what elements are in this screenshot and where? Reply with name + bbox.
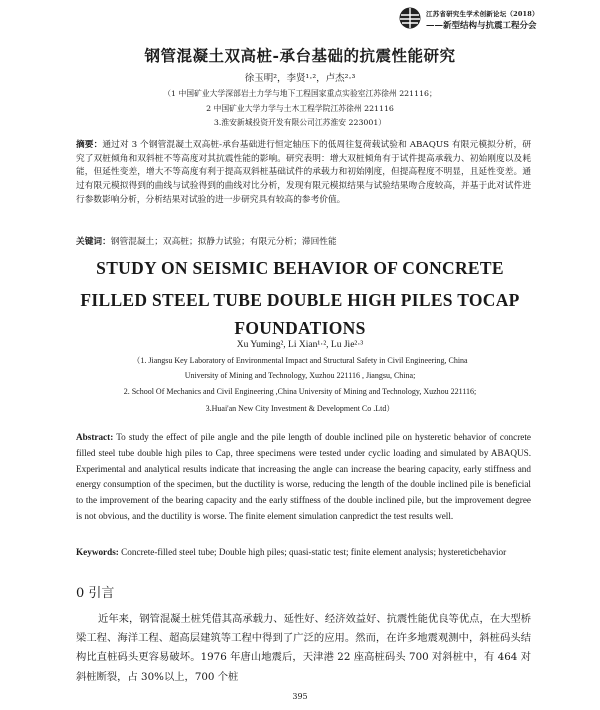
conference-name: 江苏省研究生学术创新论坛（2018） xyxy=(426,10,539,18)
affiliation-cn-1: （1 中国矿业大学深部岩土力学与地下工程国家重点实验室江苏徐州 221116； xyxy=(163,89,437,98)
keywords-cn xyxy=(76,235,531,247)
affiliation-en-4: 3.Huai'an New City Investment & Development Co .Ltd） xyxy=(205,404,395,413)
keywords-en xyxy=(76,545,531,561)
affiliation-cn-3: 3.淮安新城投资开发有限公司江苏淮安 223001） xyxy=(213,118,387,127)
keywords-cn-label: 关键词： xyxy=(76,237,111,247)
keywords-en-label: Keywords: xyxy=(76,547,119,557)
abstract-en-label: Abstract: xyxy=(76,432,114,442)
affiliation-cn-2: 2 中国矿业大学力学与土木工程学院江苏徐州 221116 xyxy=(206,104,394,113)
conference-subtitle: ——新型结构与抗震工程分会 xyxy=(426,21,537,31)
paper-title-en-line-2: FILLED STEEL TUBE DOUBLE HIGH PILES TOCAP xyxy=(80,290,520,310)
page-number: 395 xyxy=(292,692,308,701)
abstract-cn xyxy=(76,139,531,208)
affiliation-en-2: University of Mining and Technology, Xuzhou 221116 , Jiangsu, China; xyxy=(184,371,416,380)
abstract-cn-text: 通过对 3 个钢管混凝土双高桩-承台基础进行恒定轴压下的低周往复荷载试验和 ABAQUS 有限元模拟分析，研究了双桩倾角和双斜桩不等高度对其抗震性能的影响。研究表明：增大双桩倾角有于试件提高承载力、初始刚度以及耗能，但延性变差，增大不等高度有利于提高双斜桩基础试件的承载力和初始刚度，但提高程度不明显，且延性变差。通过有限元模拟得到的曲线与试验得到的曲线对比分析，发现有限元模拟结果与试验结果吻合度较高，并基于此对试件进行参数影响分析，分析结果对试验的进一步研究具有较高的参考价值。 xyxy=(76,140,532,205)
paper-title-en-line-3: FOUNDATIONS xyxy=(234,318,366,338)
authors-cn: 徐玉明²，李贤¹·²，卢杰²·³ xyxy=(244,73,356,84)
introduction-paragraph xyxy=(76,610,531,687)
authors-en: Xu Yuming², Li Xian¹·², Lu Jie²·³ xyxy=(236,340,364,350)
introduction-text: 近年来，钢管混凝土桩凭借其高承载力、延性好、经济效益好、抗震性能优良等优点，在大型桥梁工程、海洋工程、超高层建筑等工程中得到了广泛的应用。然而，在许多地震观测中，斜桩码头结构比直桩码头更容易破坏。1976 年唐山地震后，天津港 22 座高桩码头 700 对斜桩中，有 464 对斜桩断裂，占 30%以上，700 个桩 xyxy=(76,613,531,683)
section-heading-introduction: 0 引言 xyxy=(76,586,115,601)
abstract-en xyxy=(76,430,531,525)
paper-title-en-line-1: STUDY ON SEISMIC BEHAVIOR OF CONCRETE xyxy=(96,258,504,278)
keywords-cn-text: 钢管混凝土；双高桩；拟静力试验；有限元分析；滞回性能 xyxy=(110,237,337,247)
paper-title-cn: 钢管混凝土双高桩-承台基础的抗震性能研究 xyxy=(144,46,456,65)
keywords-en-text: Concrete-filled steel tube; Double high piles; quasi-static test; finite element analysis; hystereticbehavior xyxy=(118,547,507,557)
abstract-en-text: To study the effect of pile angle and the pile length of double inclined pile on hysteretic behavior of concrete filled steel tube double high piles to Cap, three specimens were tested under cyclic loading and simulated by ABAQUS. Experimental and analytical results indicate that increasing the angle can increase the bearing capacity, early stiffness and energy consumption of the specimen, but the ductility is worse, reducing the length of the double inclined pile is beneficial to the improvement of the bearing capacity and the early stiffness of the double inclined pile, but the improvement degree is not obvious, and the ductility is worse. The finite element simulation canpredict the test results well. xyxy=(76,432,531,521)
conference-logo-icon xyxy=(398,6,422,30)
affiliation-en-3: 2. School Of Mechanics and Civil Engineering ,China University of Mining and Technology, Xuzhou 221116; xyxy=(123,387,477,396)
affiliation-en-1: （1. Jiangsu Key Laboratory of Environmental Impact and Structural Safety in Civil Engineering, China xyxy=(132,356,468,365)
abstract-cn-label: 摘要： xyxy=(76,140,103,150)
